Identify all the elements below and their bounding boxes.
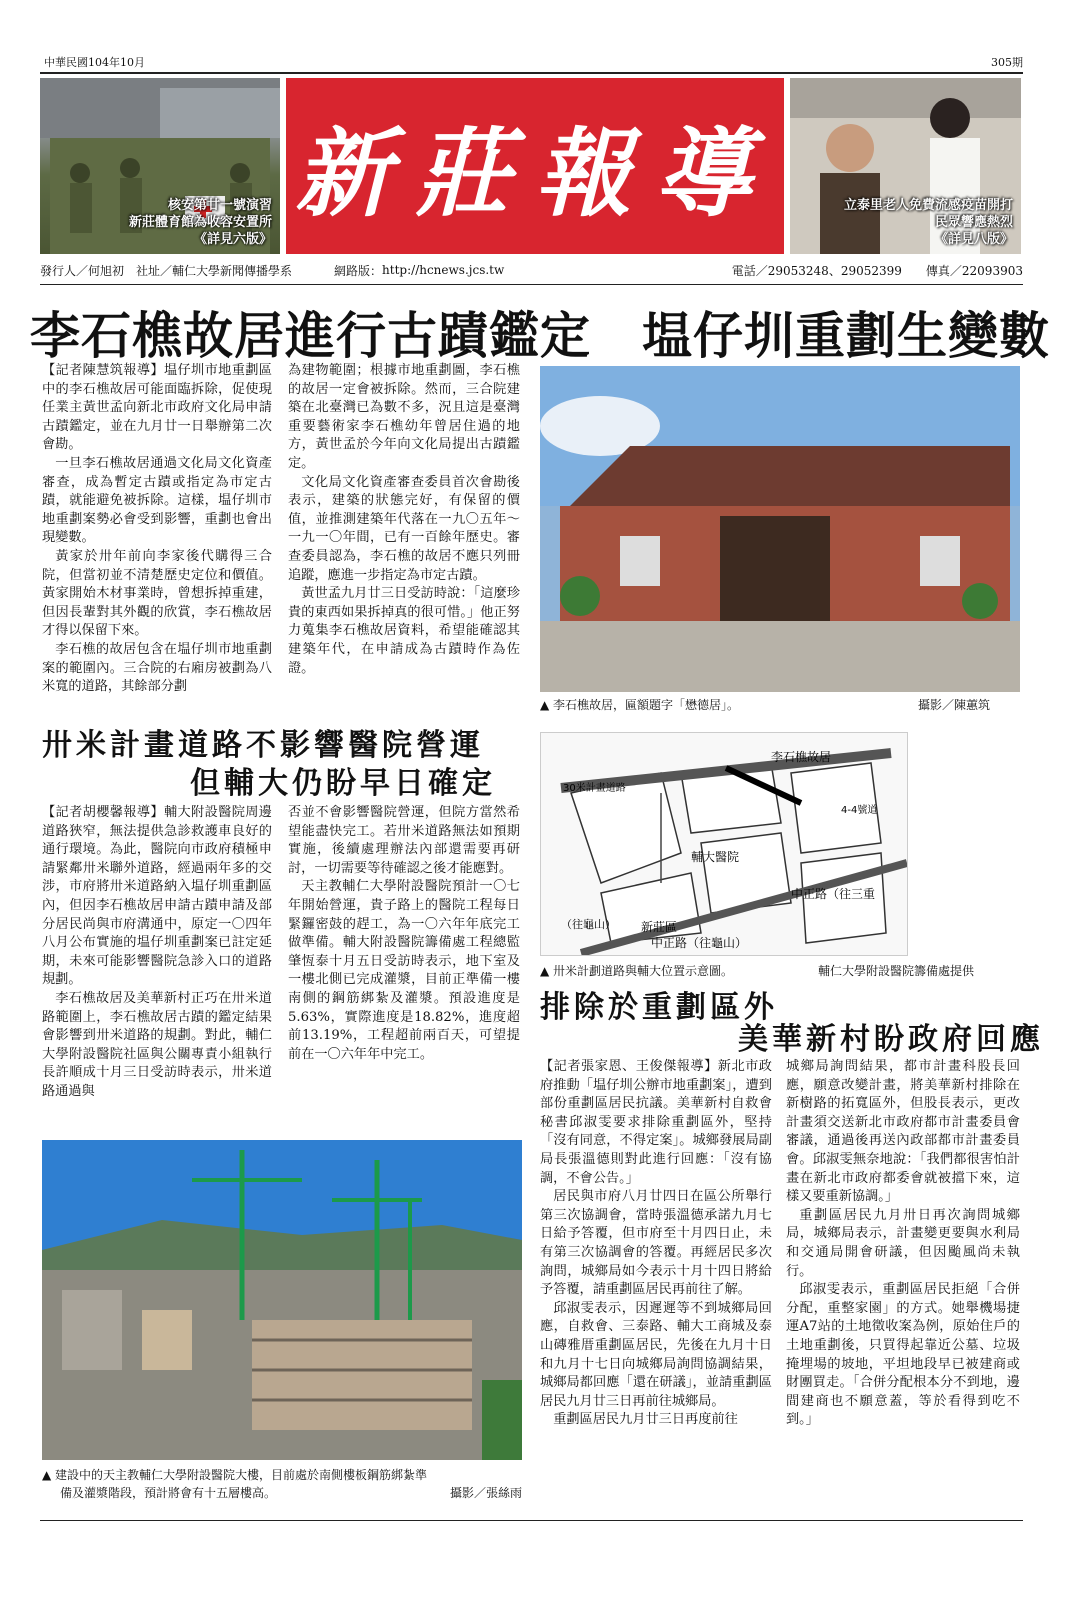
hospital-photo-caption: [42, 1466, 522, 1502]
article1-col1: [42, 362, 272, 697]
article2-headline-line1: 卅米計畫道路不影響醫院營運: [42, 728, 484, 763]
web-link[interactable]: http://hcnews.jcs.tw: [382, 263, 505, 277]
road-map-graphic: [541, 733, 907, 955]
article2-headline-line2: 但輔大仍盼早日確定: [190, 766, 496, 801]
masthead: [286, 78, 784, 254]
hospital-photo-credit: 攝影／張絲雨: [449, 1486, 522, 1500]
masthead-title: 新莊報導: [295, 116, 775, 230]
caption-line: ▲ 建設中的天主教輔仁大學附設醫院大樓，目前處於南側樓板鋼筋綁紮準: [42, 1468, 428, 1482]
article3-headline-line2: 美華新村盼政府回應: [738, 1022, 1044, 1057]
house-photo: [540, 366, 1020, 692]
paragraph: 李石樵的故居包含在塭仔圳市地重劃案的範圍內。三合院的右廂房被劃為八米寬的道路，其餘部分劃: [42, 641, 272, 695]
bottom-rule: [40, 1520, 1023, 1521]
paragraph: 天主教輔仁大學附設醫院預計一〇七年開始營運，貴子路上的醫院工程每日緊鑼密鼓的趕工，為一〇六年年底完工做準備。輔大附設醫院籌備處工程總監肇恆泰十月五日受訪時表示，地下室及一樓北側已完成灌漿，目前正準備一樓南側的鋼筋綁紮及灌漿。預設進度是5.63%，實際進度是18.82%，進度超前13.19%，工程超前兩百天，可望提前在一〇六年年中完工。: [288, 879, 520, 1062]
web-label: 網路版：: [334, 263, 383, 278]
paragraph: 文化局文化資產審查委員首次會勘後表示，建築的狀態完好，有保留的價值，並推測建築年代落在一九〇五年～一九一〇年間，已有一百餘年歷史。審查委員認為，李石樵的故居不應只列冊追蹤，應進一步指定為市定古蹟。: [288, 474, 520, 583]
map-caption: ▲ 卅米計劃道路與輔大位置示意圖。: [540, 964, 734, 978]
article3-col2: [786, 1058, 1020, 1430]
paragraph: 居民與市府八月廿四日在區公所舉行第三次協調會，當時張溫德承諾九月七日給予答覆，但市府至十月四日止，未有第三次協調會的答覆。再經居民多次詢問，城鄉局如今表示十月十四日將給予答覆，請重劃區居民再前往了解。: [540, 1189, 772, 1298]
fax: 傳真／22093903: [925, 263, 1023, 278]
caption-line: 備及灌漿階段，預計將會有十五層樓高。: [60, 1486, 277, 1500]
hospital-construction-photo: [42, 1140, 522, 1460]
issue-date: 中華民國104年10月: [44, 56, 145, 69]
map-credit: 輔仁大學附設醫院籌備處提供: [818, 964, 975, 978]
paragraph: 邱淑雯表示，重劃區居民拒絕「合併分配，重整家園」的方式。她舉機場捷運A7站的土地徵收案為例，原始住戶的土地重劃後，只買得起靠近公墓、垃圾掩埋場的坡地，平坦地段早已被建商或財團買走。「合併分配根本分不到地，邊間建商也不願意蓋，等於看得到吃不到。」: [786, 1282, 1020, 1428]
house-photo-credit: 攝影／陳蕙筑: [918, 698, 991, 712]
map-label-road30: 30米計畫道路: [563, 783, 626, 794]
paragraph: 【記者陳慧筑報導】塭仔圳市地重劃區中的李石樵故居可能面臨拆除，促使現任業主黃世孟向新北市政府文化局申請古蹟鑑定，並在九月廿一日舉辦第二次會勘。: [42, 363, 272, 453]
article2-col2: [288, 804, 520, 1064]
map-label-road44: 4-4號道: [841, 805, 878, 816]
road-map: [540, 732, 908, 956]
publisher: 發行人／何旭初: [40, 263, 125, 278]
map-label-guishan: （往龜山）: [561, 918, 616, 931]
top-rule: [40, 72, 1023, 74]
map-label-zhongzheng-west: 中正路（往龜山）: [651, 936, 748, 950]
header-rule: [40, 284, 1023, 285]
paragraph: 為建物範圍；根據市地重劃圖，李石樵的故居一定會被拆除。然而，三合院建築在北臺灣已為數不多，況且這是臺灣重要藝術家李石樵幼年曾居住過的地方，黃世孟於今年向文化局提出古蹟鑑定。: [288, 363, 520, 471]
paragraph: 邱淑雯表示，因遲遲等不到城鄉局回應，自救會、三泰路、輔大工商城及泰山磚雅厝重劃區居民，先後在九月十日和九月十七日向城鄉局詢問協調結果，城鄉局都回應「還在研議」，並請重劃區居民九月廿三日再前往城鄉局。: [540, 1300, 772, 1409]
map-label-hospital: 輔大醫院: [691, 850, 740, 864]
paragraph: 【記者胡櫻馨報導】輔大附設醫院周邊道路狹窄，無法提供急診救護車良好的通行環境。為此，醫院向市政府積極申請緊鄰卅米聯外道路，經過兩年多的交涉，市府將卅米道路納入塭仔圳重劃區內，但因李石樵故居申請古蹟申請及部分居民尚與市府溝通中，原定一〇四年八月公布實施的塭仔圳重劃案已註定延期，未來可能影響醫院急診入口的道路規劃。: [42, 805, 272, 988]
map-label-house: 李石樵故居: [771, 750, 832, 764]
map-label-zhongzheng-east: 中正路（往三重: [791, 887, 876, 901]
vaccine-photo: [790, 78, 1021, 254]
paragraph: 李石樵故居及美華新村正巧在卅米道路範圍上，李石樵故居古蹟的鑑定結果會影響到卅米道路的規劃。對此，輔仁大學附設醫院社區與公關專責小組執行長許順成十月三日受訪時表示，卅米道路通過與: [42, 990, 272, 1099]
paragraph: 【記者張家恩、王俊傑報導】新北市政府推動「塭仔圳公辦市地重劃案」，遭到部份重劃區居民抗議。美華新村自救會秘書邱淑雯要求排除重劃區外，堅持「沒有同意，不得定案」。城鄉發展局副局長張溫德則對此進行回應：「沒有協調，不會公告。」: [540, 1059, 772, 1186]
publisher-bar: [40, 260, 1023, 280]
issue-number: 305期: [991, 56, 1023, 69]
article3-col1: [540, 1058, 772, 1430]
house-photo-graphic: [540, 366, 1020, 692]
paragraph: 重劃區居民九月卅日再次詢問城鄉局，城鄉局表示，計畫變更要與水利局和交通局開會研議，但因颱風尚未執行。: [786, 1207, 1020, 1279]
drill-photo-caption: 核安第廿一號演習 新莊體育館為收容安置所 《詳見六版》: [128, 198, 272, 247]
article3-headline-line1: 排除於重劃區外: [540, 990, 778, 1025]
drill-photo: [40, 78, 280, 254]
paragraph: 重劃區居民九月廿三日再度前往: [553, 1412, 738, 1428]
article1-col2: [288, 362, 520, 678]
hospital-construction-graphic: [42, 1140, 522, 1460]
map-label-xinzhuang: 新莊區: [641, 920, 678, 934]
paragraph: 黃家於卅年前向李家後代購得三合院，但當初並不清楚歷史定位和價值。黃家開始木材事業時，曾想拆掉重建，但因長輩對其外觀的欣賞，李石樵故居才得以保留下來。: [42, 548, 272, 639]
article2-col1: [42, 804, 272, 1102]
paragraph: 否並不會影響醫院營運，但院方當然希望能盡快完工。若卅米道路無法如預期實施，後續處理辦法內部還需要再研討，一切需要等待確認之後才能應對。: [288, 805, 520, 876]
address: 社址／輔仁大學新聞傳播學系: [136, 263, 293, 278]
house-photo-caption: ▲ 李石樵故居，匾額題字「懋德居」。: [540, 698, 740, 712]
phone: 電話／29053248、29052399: [731, 263, 902, 278]
paragraph: 一旦李石樵故居通過文化局文化資產審查，成為暫定古蹟或指定為市定古蹟，就能避免被拆除。這樣，塭仔圳市地重劃案勢必會受到影響，重劃也會出現變數。: [42, 455, 272, 546]
paragraph: 城鄉局詢問結果，都市計畫科股長回應，願意改變計畫，將美華新村排除在新樹路的拓寬區外，但股長表示，更改計畫須交送新北市政府都市計畫委員會審議，通過後再送內政部都市計畫委員會。邱淑雯無奈地說：「我們都很害怕計畫在新北市政府都委會就被擋下來，這樣又要重新協調。」: [786, 1059, 1020, 1205]
vaccine-photo-caption: 立泰里老人免費流感疫苗開打 民眾響應熱烈 《詳見八版》: [843, 198, 1013, 247]
main-headline: 李石樵故居進行古蹟鑑定 塭仔圳重劃生變數: [30, 307, 1050, 365]
paragraph: 黃世孟九月廿三日受訪時說：「這麼珍貴的東西如果拆掉真的很可惜。」他正努力蒐集李石樵故居資料，希望能確認其建築年代，在申請成為古蹟時作為佐證。: [288, 586, 520, 676]
